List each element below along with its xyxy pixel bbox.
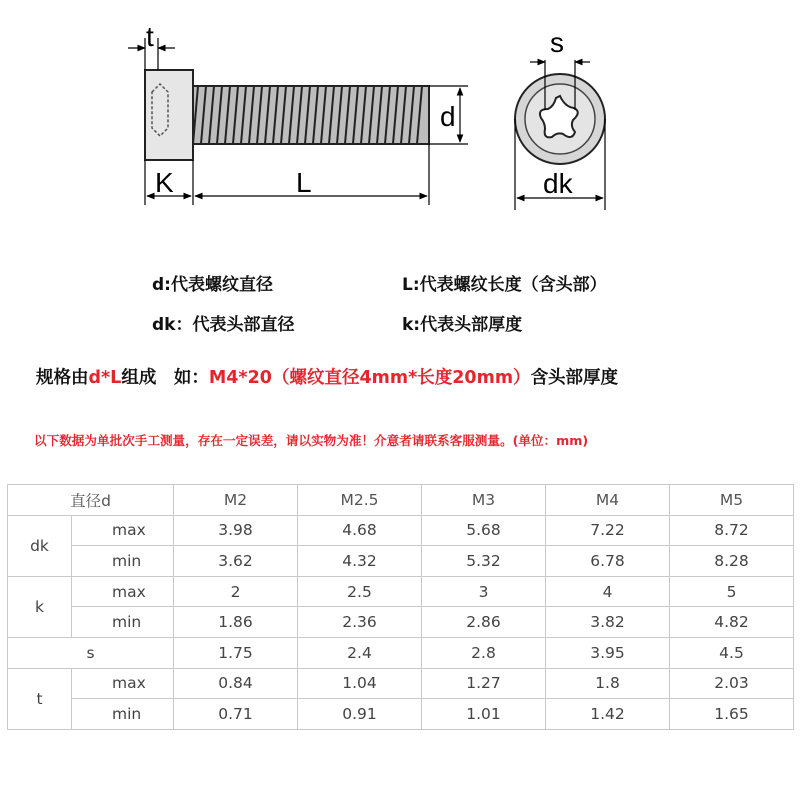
size-header: M2 <box>174 485 298 516</box>
screw-head <box>145 70 193 160</box>
cell: 2 <box>174 576 298 607</box>
cell: 2.36 <box>298 607 422 638</box>
table-row <box>8 576 794 607</box>
label-s: s <box>550 27 564 58</box>
header-label: 直径d <box>8 485 174 516</box>
spec-prefix: 规格由 <box>36 368 89 388</box>
size-header: M5 <box>670 485 794 516</box>
cell: 2.8 <box>422 637 546 668</box>
group-k: k <box>8 576 72 637</box>
cell: 4.5 <box>670 637 794 668</box>
cell: 4.82 <box>670 607 794 638</box>
cell: 0.84 <box>174 668 298 699</box>
legend-k: k:代表头部厚度 <box>402 315 523 335</box>
cell: 3.62 <box>174 546 298 577</box>
cell: 1.75 <box>174 637 298 668</box>
cell: 1.01 <box>422 699 546 730</box>
cell: 6.78 <box>546 546 670 577</box>
cell: 0.91 <box>298 699 422 730</box>
table-row <box>8 546 794 577</box>
label-K: K <box>155 167 174 198</box>
cell: 0.71 <box>174 699 298 730</box>
table-row <box>8 668 794 699</box>
dimension-table <box>7 484 794 730</box>
cell: 1.65 <box>670 699 794 730</box>
table-row <box>8 699 794 730</box>
row-label-max: max <box>72 515 174 546</box>
cell: 1.86 <box>174 607 298 638</box>
label-t: t <box>146 21 154 52</box>
legend-dk: dk：代表头部直径 <box>152 315 295 335</box>
cell: 3.82 <box>546 607 670 638</box>
cell: 1.8 <box>546 668 670 699</box>
cell: 4.32 <box>298 546 422 577</box>
cell: 1.27 <box>422 668 546 699</box>
cell: 8.28 <box>670 546 794 577</box>
cell: 4.68 <box>298 515 422 546</box>
row-label-max: max <box>72 668 174 699</box>
label-L: L <box>296 167 312 198</box>
cell: 2.4 <box>298 637 422 668</box>
cell: 3 <box>422 576 546 607</box>
cell: 5 <box>670 576 794 607</box>
table-row <box>8 515 794 546</box>
measurement-notice: 以下数据为单批次手工测量，存在一定误差，请以实物为准！介意者请联系客服测量。(单位：mm) <box>34 433 589 448</box>
group-t: t <box>8 668 72 729</box>
cell: 8.72 <box>670 515 794 546</box>
size-header: M2.5 <box>298 485 422 516</box>
row-label-min: min <box>72 607 174 638</box>
size-header: M4 <box>546 485 670 516</box>
cell: 5.32 <box>422 546 546 577</box>
cell: 2.03 <box>670 668 794 699</box>
group-dk: dk <box>8 515 72 576</box>
spec-example-value: M4*20（螺纹直径4mm*长度20mm） <box>208 368 531 388</box>
spec-example <box>36 364 618 389</box>
row-label-min: min <box>72 546 174 577</box>
cell: 2.86 <box>422 607 546 638</box>
spec-mid: 组成 如： <box>121 368 209 388</box>
cell: 2.5 <box>298 576 422 607</box>
cell: 5.68 <box>422 515 546 546</box>
legend-L: L:代表螺纹长度（含头部） <box>402 275 607 295</box>
row-label-min: min <box>72 699 174 730</box>
size-header: M3 <box>422 485 546 516</box>
cell: 1.04 <box>298 668 422 699</box>
screw-diagram <box>0 0 800 240</box>
group-s: s <box>8 637 174 668</box>
cell: 3.98 <box>174 515 298 546</box>
table-row <box>8 637 794 668</box>
cell: 4 <box>546 576 670 607</box>
screw-side-view <box>145 70 429 160</box>
spec-formula: d*L <box>88 368 122 388</box>
table-header-row <box>8 485 794 516</box>
cell: 1.42 <box>546 699 670 730</box>
legend-d: d:代表螺纹直径 <box>152 275 273 295</box>
row-label-max: max <box>72 576 174 607</box>
cell: 7.22 <box>546 515 670 546</box>
cell: 3.95 <box>546 637 670 668</box>
table-row <box>8 607 794 638</box>
spec-suffix: 含头部厚度 <box>530 368 619 388</box>
screw-top-view <box>515 74 605 164</box>
label-dk: dk <box>543 168 573 199</box>
label-d: d <box>440 101 456 132</box>
